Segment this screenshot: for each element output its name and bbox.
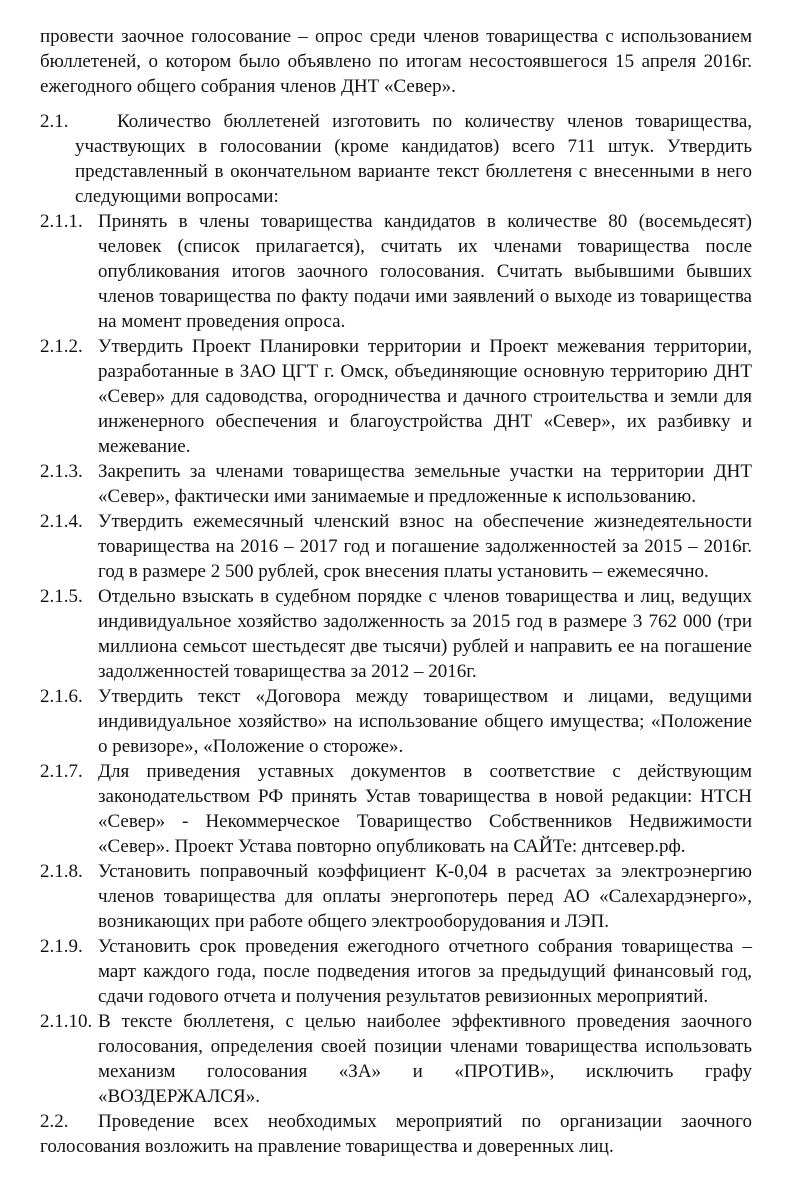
item-number: 2.1.2. — [40, 336, 83, 357]
item-number: 2.1. — [40, 111, 69, 132]
item-2-1-1 — [40, 209, 752, 334]
item-number: 2.1.10. — [40, 1011, 93, 1032]
item-number: 2.1.5. — [40, 586, 83, 607]
item-number: 2.1.7. — [40, 761, 83, 782]
item-text: Установить срок проведения ежегодного отчетного собрания товарищества – март каждого года, после подведения итогов за предыдущий финансовый год, сдачи годового отчета и получения результатов ревизионных мероприятий. — [98, 936, 752, 1007]
item-number: 2.1.3. — [40, 461, 83, 482]
item-text: Проведение всех необходимых мероприятий по организации заочного голосования возложить на правление товарищества и доверенных лиц. — [40, 1111, 752, 1157]
item-text: Утвердить текст «Договора между товариществом и лицами, ведущими индивидуальное хозяйство» на использование общего имущества; «Положение о ревизоре», «Положение о стороже». — [98, 686, 752, 757]
item-number: 2.1.1. — [40, 211, 83, 232]
item-number: 2.1.8. — [40, 861, 83, 882]
item-2-2 — [40, 1109, 752, 1159]
item-number: 2.1.9. — [40, 936, 83, 957]
item-text: Закрепить за членами товарищества земельные участки на территории ДНТ «Север», фактически ими занимаемые и предложенные к использованию. — [98, 461, 752, 507]
item-2-1 — [40, 109, 752, 209]
item-2-1-6 — [40, 684, 752, 759]
item-text: Количество бюллетеней изготовить по количеству членов товарищества, участвующих в голосовании (кроме кандидатов) всего 711 штук. Утвердить представленный в окончательном варианте текст бюллетеня с внесенными в него следующими вопросами: — [75, 111, 752, 207]
item-text: Отдельно взыскать в судебном порядке с членов товарищества и лиц, ведущих индивидуальное хозяйство задолженность за 2015 год в размере 3 762 000 (три миллиона семьсот шестьдесят две тысячи) рублей и направить ее на погашение задолженностей товарищества за 2012 – 2016г. — [98, 586, 752, 682]
item-number: 2.1.6. — [40, 686, 83, 707]
item-text: Для приведения уставных документов в соответствие с действующим законодательством РФ принять Устав товарищества в новой редакции: НТСН «Север» - Некоммерческое Товарищество Собственников Недвижимости «Север». Проект Устава повторно опубликовать на САЙТе: днтсевер.рф. — [98, 761, 752, 857]
item-text: Утвердить Проект Планировки территории и Проект межевания территории, разработанные в ЗАО ЦГТ г. Омск, объединяющие основную территорию ДНТ «Север» для садоводства, огородничества и дачного строительства и земли для инженерного обеспечения и благоустройства ДНТ «Север», их разбивку и межевание. — [98, 336, 752, 457]
item-text: Установить поправочный коэффициент К-0,04 в расчетах за электроэнергию членов товарищества для оплаты энергопотерь перед АО «Салехардэнерго», возникающих при работе общего электрооборудования и ЛЭП. — [98, 861, 752, 932]
item-2-1-4 — [40, 509, 752, 584]
item-2-1-8 — [40, 859, 752, 934]
item-2-1-10 — [40, 1009, 752, 1109]
intro-paragraph: провести заочное голосование – опрос среди членов товарищества с использованием бюллетеней, о котором было объявлено по итогам несостоявшегося 15 апреля 2016г. ежегодного общего собрания членов ДНТ «Север». — [40, 26, 752, 97]
item-2-1-2 — [40, 334, 752, 459]
item-2-1-3 — [40, 459, 752, 509]
item-2-1-5 — [40, 584, 752, 684]
item-2-1-7 — [40, 759, 752, 859]
item-text: Принять в члены товарищества кандидатов в количестве 80 (восемьдесят) человек (список прилагается), считать их членами товарищества после опубликования итогов заочного голосования. Считать выбывшими бывших членов товарищества по факту подачи ими заявлений о выходе из товарищества на момент проведения опроса. — [98, 211, 752, 332]
item-number: 2.2. — [40, 1111, 69, 1132]
item-number: 2.1.4. — [40, 511, 83, 532]
item-text: В тексте бюллетеня, с целью наиболее эффективного проведения заочного голосования, определения своей позиции членами товарищества использовать механизм голосования «ЗА» и «ПРОТИВ», исключить графу «ВОЗДЕРЖАЛСЯ». — [98, 1011, 752, 1107]
item-text: Утвердить ежемесячный членский взнос на обеспечение жизнедеятельности товарищества на 2016 – 2017 год и погашение задолженностей за 2015 – 2016г. год в размере 2 500 рублей, срок внесения платы установить – ежемесячно. — [98, 511, 752, 582]
item-2-1-9 — [40, 934, 752, 1009]
